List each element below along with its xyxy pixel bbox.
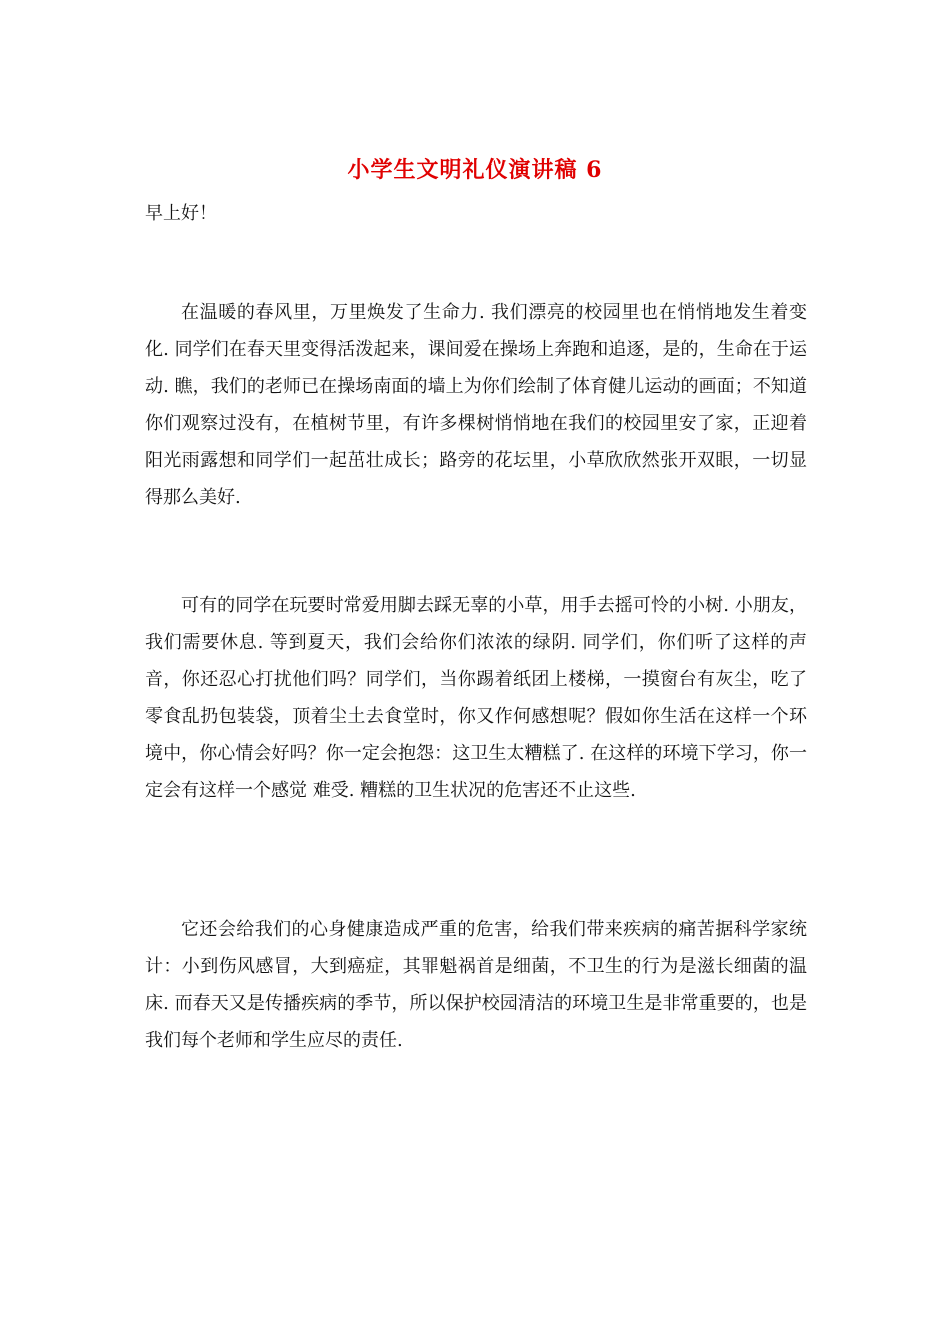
document-title: 小学生文明礼仪演讲稿 6 [347, 157, 603, 183]
paragraph-2: 可有的同学在玩要时常爱用脚去踩无辜的小草，用手去摇可怜的小树. 小朋友，我们需要休息. 等到夏天，我们会给你们浓浓的绿阴. 同学们，你们听了这样的声音，你还忍心打扰他们吗？同学们，当你踢着纸团上楼梯，一摸窗台有灰尘，吃了零食乱扔包装袋，顶着尘土去食堂时，你又作何感想呢？假如你生活在这样一个环境中，你心情会好吗？你一定会抱怨：这卫生太糟糕了. 在这样的环境下学习，你一定会有这样一个感觉 难受. 糟糕的卫生状况的危害还不止这些. [145, 595, 807, 801]
greeting-line: 早上好！ [145, 203, 217, 224]
paragraph-3: 它还会给我们的心身健康造成严重的危害，给我们带来疾病的痛苦据科学家统计：小到伤风感冒，大到癌症，其罪魁祸首是细菌，不卫生的行为是滋长细菌的温床. 而春天又是传播疾病的季节，所以保护校园清洁的环境卫生是非常重要的，也是我们每个老师和学生应尽的责任. [145, 919, 807, 1051]
paragraph-1: 在温暖的春风里，万里焕发了生命力. 我们漂亮的校园里也在悄悄地发生着变化. 同学们在春天里变得活泼起来，课间爱在操场上奔跑和追逐，是的，生命在于运动. 瞧，我们的老师已在操场南面的墙上为你们绘制了体育健儿运动的画面；不知道你们观察过没有，在植树节里，有许多棵树悄悄地在我们的校园里安了家，正迎着阳光雨露想和同学们一起茁壮成长；路旁的花坛里，小草欣欣然张开双眼，一切显得那么美好. [145, 302, 807, 508]
